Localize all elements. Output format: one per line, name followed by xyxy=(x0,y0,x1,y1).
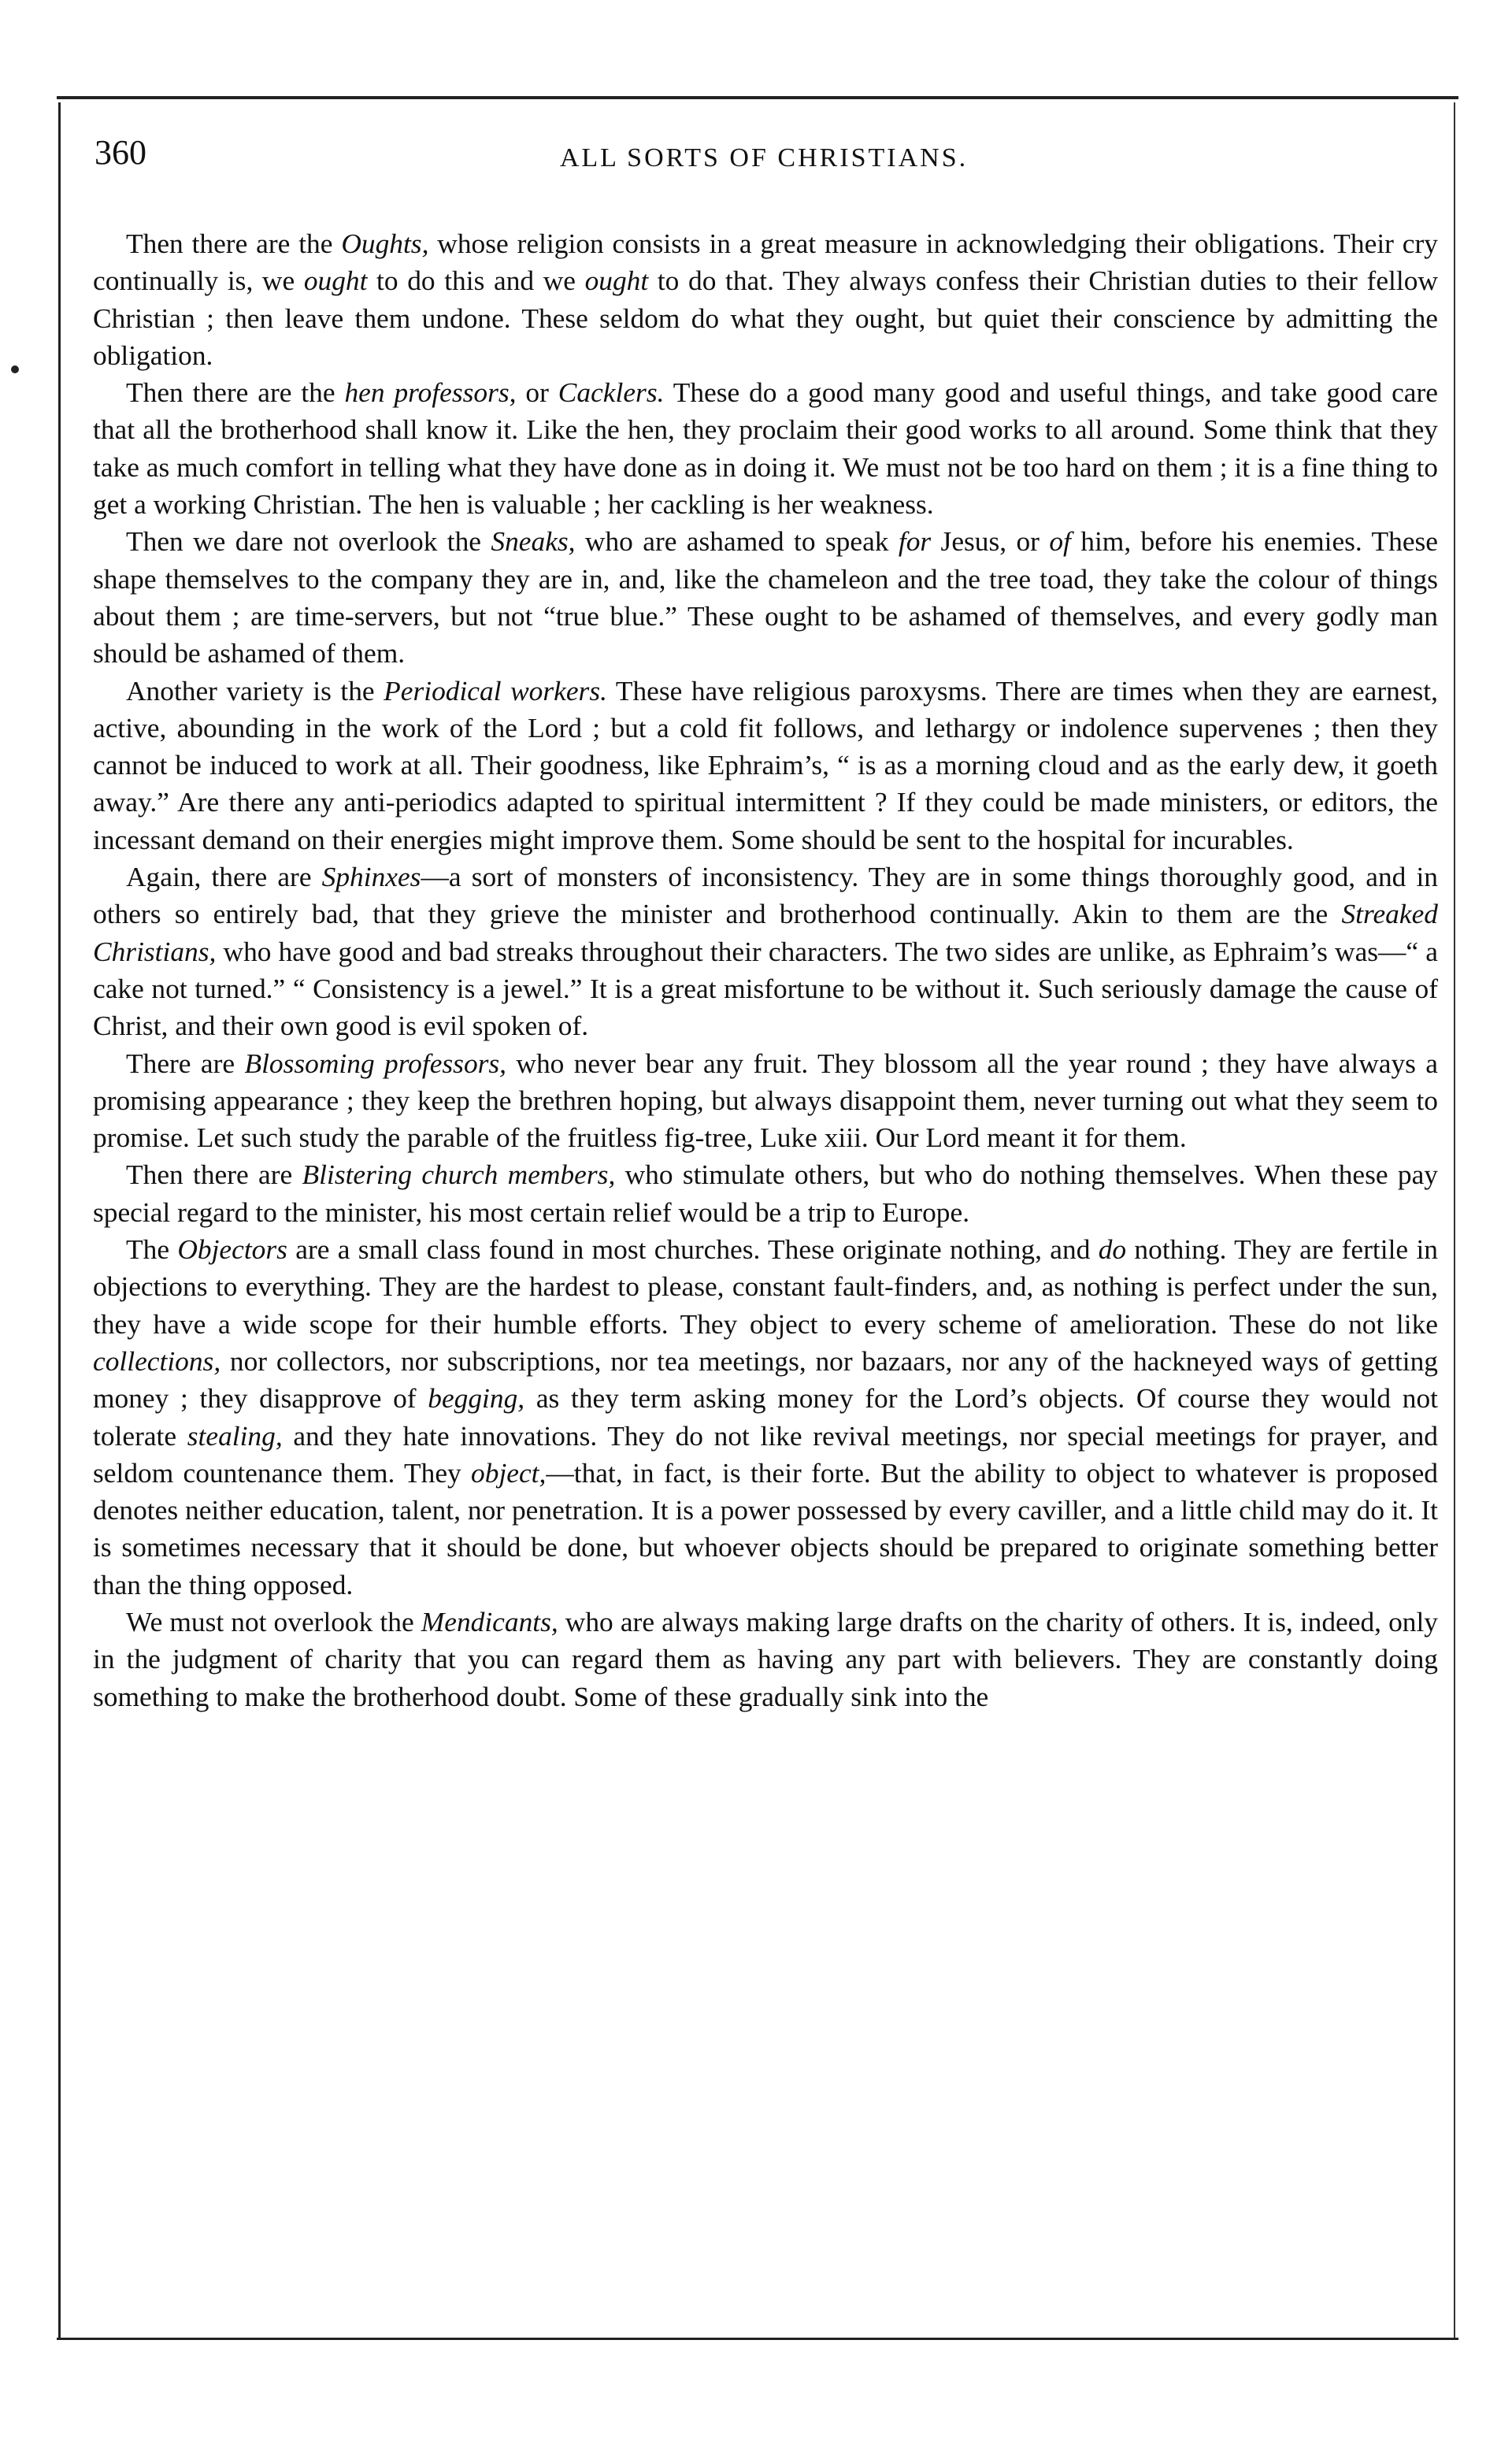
italic-term: Oughts, xyxy=(341,228,429,259)
italic-term: ought xyxy=(303,265,368,297)
italic-term: Cacklers. xyxy=(558,376,665,409)
text-run: nothing. They are fertile in objections to everything. They are the hardest to please, constant fault-finders, and, as nothing is perfect under the sun, they have a wide scope for their humble efforts. They object to every scheme of amelioration. These do not like xyxy=(93,1233,1438,1340)
paragraph xyxy=(93,673,1438,859)
italic-term: Streaked Christians, xyxy=(93,898,1438,967)
italic-term: Sneaks, xyxy=(491,525,576,558)
text-run: or xyxy=(516,376,558,409)
text-run: to do this and we xyxy=(367,265,585,297)
italic-term: Blistering church members, xyxy=(302,1159,616,1191)
top-rule xyxy=(57,96,1458,99)
text-run: —that, in fact, is their forte. But the ability to object to whatever is proposed denotes neither education, talent, nor penetration. It is a power possessed by every caviller, and a little child may do it. It is sometimes necessary that it should be done, but whoever objects should be prepared to originate something better than the thing opposed. xyxy=(93,1456,1438,1600)
text-run: The xyxy=(126,1233,178,1266)
margin-dot xyxy=(11,365,19,373)
body-text xyxy=(93,225,1438,1715)
text-run: who are ashamed to speak xyxy=(575,525,899,558)
text-run: who have good and bad streaks throughout their characters. The two sides are unlike, as Ephraim’s was—“ a cake not turned.” “ Consistency is a jewel.” It is a great misfortune to be without it. Such seriously damage the cause of Christ, and their own good is evil spoken of. xyxy=(93,935,1438,1042)
paragraph xyxy=(93,374,1438,523)
text-run: nor collectors, nor subscriptions, nor tea meetings, nor bazaars, nor any of the hackneyed ways of getting money ; they disapprove of xyxy=(93,1344,1438,1415)
italic-term: Sphinxes xyxy=(321,861,421,893)
italic-term: of xyxy=(1049,525,1071,558)
running-head: ALL SORTS OF CHRISTIANS. xyxy=(559,143,969,172)
text-run: —a sort of monsters of inconsistency. They are in some things thoroughly good, and in others so entirely bad, that they grieve the minister and brotherhood continually. Akin to them are the xyxy=(93,861,1438,930)
italic-term: begging, xyxy=(428,1382,525,1415)
text-run: Then we dare not overlook the xyxy=(126,525,491,558)
text-run: and they hate innovations. They do not like revival meetings, nor special meetings for prayer, and seldom countenance them. They xyxy=(93,1419,1438,1489)
left-border xyxy=(58,102,61,2339)
text-run: Then there are the xyxy=(126,376,345,409)
paragraph xyxy=(93,1231,1438,1604)
paragraph xyxy=(93,1604,1438,1715)
paragraph xyxy=(93,1045,1438,1157)
paragraph xyxy=(93,859,1438,1044)
text-run: Then there are the xyxy=(126,228,342,259)
text-run: him, before his enemies. These shape themselves to the company they are in, and, like the chameleon and the tree toad, they take the colour of things about them ; are time-servers, but not “true blue.” These ought to be ashamed of themselves, and every godly man should be ashamed of them. xyxy=(93,525,1439,669)
italic-term: do xyxy=(1098,1233,1127,1266)
text-run: These do a good many good and useful things, and take good care that all the brotherhood shall know it. Like the hen, they proclaim their good works to all around. Some think that they take as much comfort in telling what they have done as in doing it. We must not be too hard on them ; it is a fine thing to get a working Christian. The hen is valuable ; her cackling is her weakness. xyxy=(93,376,1438,521)
italic-term: object, xyxy=(471,1456,547,1489)
text-run: Jesus, or xyxy=(931,525,1050,558)
paragraph xyxy=(93,523,1438,672)
italic-term: Mendicants, xyxy=(421,1605,558,1637)
italic-term: collections, xyxy=(93,1344,221,1377)
italic-term: Periodical workers. xyxy=(384,674,607,706)
right-border xyxy=(1454,102,1455,2339)
text-run: are a small class found in most churches. These originate nothing, and xyxy=(287,1233,1099,1266)
bottom-rule xyxy=(57,2338,1458,2340)
text-run: Then there are xyxy=(126,1159,302,1191)
text-run: These have religious paroxysms. There are times when they are earnest, active, abounding in the work of the Lord ; but a cold fit follows, and lethargy or indolence supervenes ; then they cannot be induced to work at all. Their goodness, like Ephraim’s, “ is as a morning cloud and as the early dew, it goeth away.” Are there any anti-periodics adapted to spiritual intermittent ? If they could be made ministers, or editors, the incessant demand on their energies might improve them. Some should be sent to the hospital for incurables. xyxy=(93,674,1438,855)
text-run: whose religion consists in a great measure in acknowledging their obligations. Their cry continually is, we xyxy=(93,228,1438,297)
italic-term: Blossoming professors, xyxy=(244,1047,507,1079)
text-run: to do that. They always confess their Christian duties to their fellow Christian ; then leave them undone. These seldom do what they ought, but quiet their conscience by admitting the obligation. xyxy=(93,265,1438,371)
text-run: who never bear any fruit. They blossom all the year round ; they have always a promising appearance ; they keep the brethren hoping, but always disappoint them, never turning out what they seem to promise. Let such study the parable of the fruitless fig-tree, Luke xiii. Our Lord meant it for them. xyxy=(93,1047,1439,1154)
italic-term: stealing, xyxy=(187,1419,283,1452)
italic-term: ought xyxy=(584,265,649,297)
paragraph xyxy=(93,225,1438,374)
text-run: who are always making large drafts on the charity of others. It is, indeed, only in the judgment of charity that you can regard them as having any part with believers. They are constantly doing something to make the brotherhood doubt. Some of these gradually sink into the xyxy=(93,1605,1438,1712)
text-run: We must not overlook the xyxy=(126,1605,421,1637)
italic-term: Objectors xyxy=(177,1233,287,1266)
text-run: There are xyxy=(126,1047,245,1079)
text-run: as they term asking money for the Lord’s objects. Of course they would not tolerate xyxy=(93,1382,1439,1452)
text-run: Another variety is the xyxy=(126,674,384,706)
italic-term: hen professors, xyxy=(344,376,517,409)
text-run: Again, there are xyxy=(126,861,322,893)
text-run: who stimulate others, but who do nothing themselves. When these pay special regard to the minister, his most certain relief would be a trip to Europe. xyxy=(93,1159,1438,1228)
paragraph xyxy=(93,1156,1438,1231)
page-number: 360 xyxy=(94,133,146,172)
italic-term: for xyxy=(898,525,932,558)
page-header xyxy=(94,132,1433,187)
